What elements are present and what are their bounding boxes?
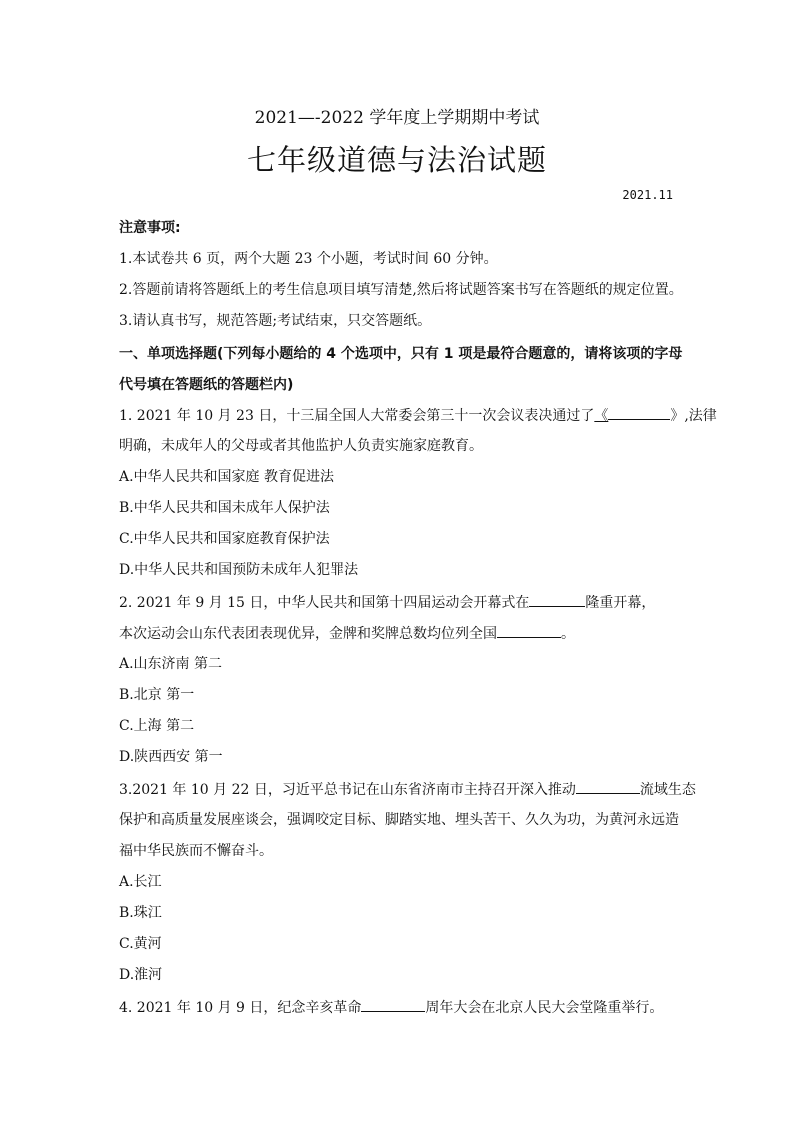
question-3-stem-line2: 保护和高质量发展座谈会，强调咬定目标、脚踏实地、埋头苦干、久久为功，为黄河永远造 xyxy=(119,812,679,828)
section-heading-line2: 代号填在答题纸的答题栏内) xyxy=(119,377,294,393)
question-3-stem-line3: 福中华民族而不懈奋斗。 xyxy=(119,843,273,859)
question-1-option-a: A.中华人民共和国家庭 教育促进法 xyxy=(119,469,335,485)
question-3-blank xyxy=(576,779,640,794)
question-2-blank-1 xyxy=(529,592,585,607)
note-item-1: 1.本试卷共 6 页，两个大题 23 个小题，考试时间 60 分钟。 xyxy=(119,251,498,267)
question-3-option-c: C.黄河 xyxy=(119,936,162,952)
question-1-stem-tail: 》,法律 xyxy=(670,408,717,424)
question-3-stem-tail: 流域生态 xyxy=(639,782,696,798)
question-2-option-a: A.山东济南 第二 xyxy=(119,656,223,672)
question-3-option-a: A.长江 xyxy=(119,874,162,890)
question-3-stem-line1 xyxy=(119,779,696,800)
question-4-stem-tail: 周年大会在北京人民大会堂隆重举行。 xyxy=(425,1000,664,1016)
question-3-option-b: B.珠江 xyxy=(119,905,162,921)
question-4-blank xyxy=(361,997,425,1012)
question-2-stem-end: 。 xyxy=(561,626,575,642)
question-2-option-c: C.上海 第二 xyxy=(119,718,195,734)
question-1-stem-line1 xyxy=(119,405,717,426)
question-3-stem-text: 3.2021 年 10 月 22 日，习近平总书记在山东省济南市主持召开深入推动 xyxy=(119,782,576,798)
question-3-option-d: D.淮河 xyxy=(119,967,163,983)
question-2-stem-tail: 隆重开幕， xyxy=(585,595,656,611)
note-item-3: 3.请认真书写，规范答题;考试结束，只交答题纸。 xyxy=(119,313,432,329)
question-4-stem-line1 xyxy=(119,997,663,1018)
question-1-stem-line2: 明确，未成年人的父母或者其他监护人负责实施家庭教育。 xyxy=(119,438,483,454)
question-1-blank xyxy=(608,405,670,420)
question-2-option-d: D.陕西西安 第一 xyxy=(119,749,223,765)
question-2-stem-text: 2. 2021 年 9 月 15 日，中华人民共和国第十四届运动会开幕式在 xyxy=(119,595,530,611)
question-1-option-d: D.中华人民共和国预防未成年人犯罪法 xyxy=(119,562,359,578)
exam-title: 七年级道德与法治试题 xyxy=(246,143,547,177)
question-2-stem-text-2: 本次运动会山东代表团表现优异，金牌和奖牌总数均位列全国 xyxy=(119,626,497,642)
question-1-open-mark: 《 xyxy=(594,408,609,424)
question-2-stem-line2 xyxy=(119,623,575,644)
question-2-stem-line1 xyxy=(119,592,655,613)
question-1-option-c: C.中华人民共和国家庭教育保护法 xyxy=(119,531,330,547)
exam-subtitle: 2021—-2022 学年度上学期期中考试 xyxy=(254,108,540,128)
exam-date: 2021.11 xyxy=(622,188,673,202)
question-1-option-b: B.中华人民共和国未成年人保护法 xyxy=(119,500,330,516)
question-2-blank-2 xyxy=(497,623,561,638)
question-2-option-b: B.北京 第一 xyxy=(119,687,195,703)
note-item-2: 2.答题前请将答题纸上的考生信息项目填写清楚,然后将试题答案书写在答题纸的规定位置。 xyxy=(119,282,683,298)
section-heading-line1: 一、单项选择题(下列每小题给的 4 个选项中，只有 1 项是最符合题意的，请将该项的字母 xyxy=(119,346,683,362)
question-4-stem-text: 4. 2021 年 10 月 9 日，纪念辛亥革命 xyxy=(119,1000,362,1016)
question-1-stem-text: 1. 2021 年 10 月 23 日，十三届全国人大常委会第三十一次会议表决通过了 xyxy=(119,408,595,424)
notes-heading: 注意事项: xyxy=(119,220,181,236)
